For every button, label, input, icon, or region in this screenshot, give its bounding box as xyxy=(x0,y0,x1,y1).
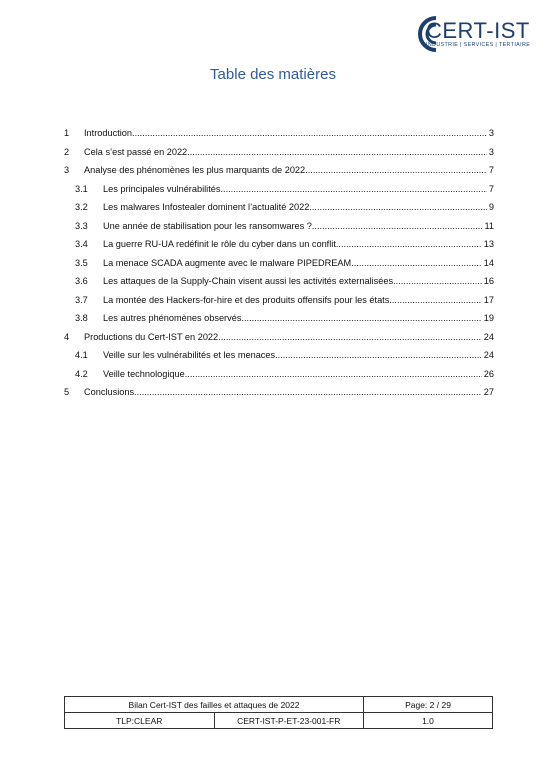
footer-page: Page: 2 / 29 xyxy=(364,697,493,713)
toc-entry-label: Veille sur les vulnérabilités et les menaces xyxy=(103,350,276,360)
toc-dot-leader xyxy=(218,328,482,347)
toc-entry[interactable] xyxy=(64,291,494,310)
toc-entry[interactable] xyxy=(64,309,494,328)
toc-dot-leader xyxy=(312,217,483,236)
toc-entry-page: 17 xyxy=(483,294,494,305)
toc-entry[interactable] xyxy=(64,235,494,254)
toc-entry-label: Veille technologique xyxy=(103,368,185,379)
toc-entry-label: Les principales vulnérabilités xyxy=(103,183,221,194)
toc-entry[interactable] xyxy=(64,143,494,162)
toc-entry-number: 3.4 xyxy=(75,239,88,249)
toc-entry-number: 4 xyxy=(64,331,70,342)
toc-dot-leader xyxy=(393,272,482,291)
toc-entry-label: Les malwares Infostealer dominent l’actualité 2022 xyxy=(103,202,310,212)
footer-classification: TLP:CLEAR xyxy=(65,713,215,729)
toc-entry-label: Cela s’est passé en 2022 xyxy=(84,146,188,157)
toc-entry-label: Les autres phénomènes observés xyxy=(103,313,242,323)
toc-dot-leader xyxy=(132,124,487,143)
footer-version: 1.0 xyxy=(364,713,493,729)
toc-entry-number: 4.2 xyxy=(75,368,88,379)
toc-entry-label: Introduction xyxy=(84,128,133,138)
footer-doc-title: Bilan Cert-IST des failles et attaques de 2022 xyxy=(65,697,364,713)
toc-entry-label: Une année de stabilisation pour les ransomwares ? xyxy=(103,220,312,231)
toc-entry-number: 3.3 xyxy=(75,220,88,231)
page-title: Table des matières xyxy=(210,66,336,83)
toc-dot-leader xyxy=(309,198,487,217)
toc-entry-number: 1 xyxy=(64,128,70,138)
toc-entry[interactable] xyxy=(64,328,494,347)
toc-entry-label: Les attaques de la Supply-Chain visent aussi les activités externalisées xyxy=(103,276,394,286)
toc-entry[interactable] xyxy=(64,272,494,291)
toc-entry[interactable] xyxy=(64,383,494,402)
toc-entry-label: La montée des Hackers-for-hire et des produits offensifs pour les états xyxy=(103,294,390,305)
toc-entry-page: 19 xyxy=(483,313,494,323)
toc-dot-leader xyxy=(187,143,487,162)
toc-entry-number: 3.2 xyxy=(75,202,88,212)
toc-entry-number: 3.8 xyxy=(75,313,88,323)
toc-entry-number: 4.1 xyxy=(75,350,88,360)
logo-name: CERT-IST xyxy=(426,18,530,43)
toc-dot-leader xyxy=(241,309,481,328)
toc-entry-page: 7 xyxy=(488,183,494,194)
toc-entry-page: 7 xyxy=(488,165,494,175)
toc-entry-page: 27 xyxy=(483,387,494,397)
toc-entry-page: 16 xyxy=(483,276,494,286)
footer-table xyxy=(64,696,493,729)
toc-entry-page: 3 xyxy=(488,128,494,138)
toc-dot-leader xyxy=(134,383,482,402)
footer-reference: CERT-IST-P-ET-23-001-FR xyxy=(214,713,364,729)
toc-entry-label: Conclusions xyxy=(84,387,135,397)
toc-dot-leader xyxy=(275,346,482,365)
logo-tagline: INDUSTRIE | SERVICES | TERTIAIRE xyxy=(426,42,531,48)
toc-entry-page: 11 xyxy=(484,220,494,231)
table-of-contents xyxy=(64,124,494,402)
toc-dot-leader xyxy=(305,161,487,180)
toc-entry-page: 14 xyxy=(483,257,494,268)
toc-entry-page: 26 xyxy=(483,368,494,379)
toc-entry-page: 13 xyxy=(483,239,494,249)
toc-entry[interactable] xyxy=(64,346,494,365)
toc-entry[interactable] xyxy=(64,217,494,236)
toc-dot-leader xyxy=(389,291,481,310)
toc-entry-number: 5 xyxy=(64,387,70,397)
toc-entry-number: 3.6 xyxy=(75,276,88,286)
toc-entry-number: 3.7 xyxy=(75,294,88,305)
toc-entry-label: La guerre RU-UA redéfinit le rôle du cyber dans un conflit xyxy=(103,239,336,249)
toc-dot-leader xyxy=(351,254,482,273)
toc-entry-number: 3 xyxy=(64,165,70,175)
toc-entry-page: 24 xyxy=(483,350,494,360)
toc-entry[interactable] xyxy=(64,124,494,143)
toc-entry[interactable] xyxy=(64,198,494,217)
toc-entry-number: 3.1 xyxy=(75,183,88,194)
toc-entry[interactable] xyxy=(64,161,494,180)
toc-entry-page: 9 xyxy=(488,202,494,212)
toc-dot-leader xyxy=(336,235,482,254)
toc-entry-page: 24 xyxy=(483,331,494,342)
toc-entry-number: 3.5 xyxy=(75,257,88,268)
toc-entry-number: 2 xyxy=(64,146,70,157)
toc-dot-leader xyxy=(185,365,482,384)
toc-entry[interactable] xyxy=(64,365,494,384)
toc-entry-label: La menace SCADA augmente avec le malware PIPEDREAM xyxy=(103,257,352,268)
toc-dot-leader xyxy=(220,180,486,199)
toc-entry-label: Analyse des phénomènes les plus marquants de 2022 xyxy=(84,165,306,175)
toc-entry-page: 3 xyxy=(488,146,494,157)
toc-entry[interactable] xyxy=(64,180,494,199)
toc-entry[interactable] xyxy=(64,254,494,273)
toc-entry-label: Productions du Cert-IST en 2022 xyxy=(84,331,219,342)
